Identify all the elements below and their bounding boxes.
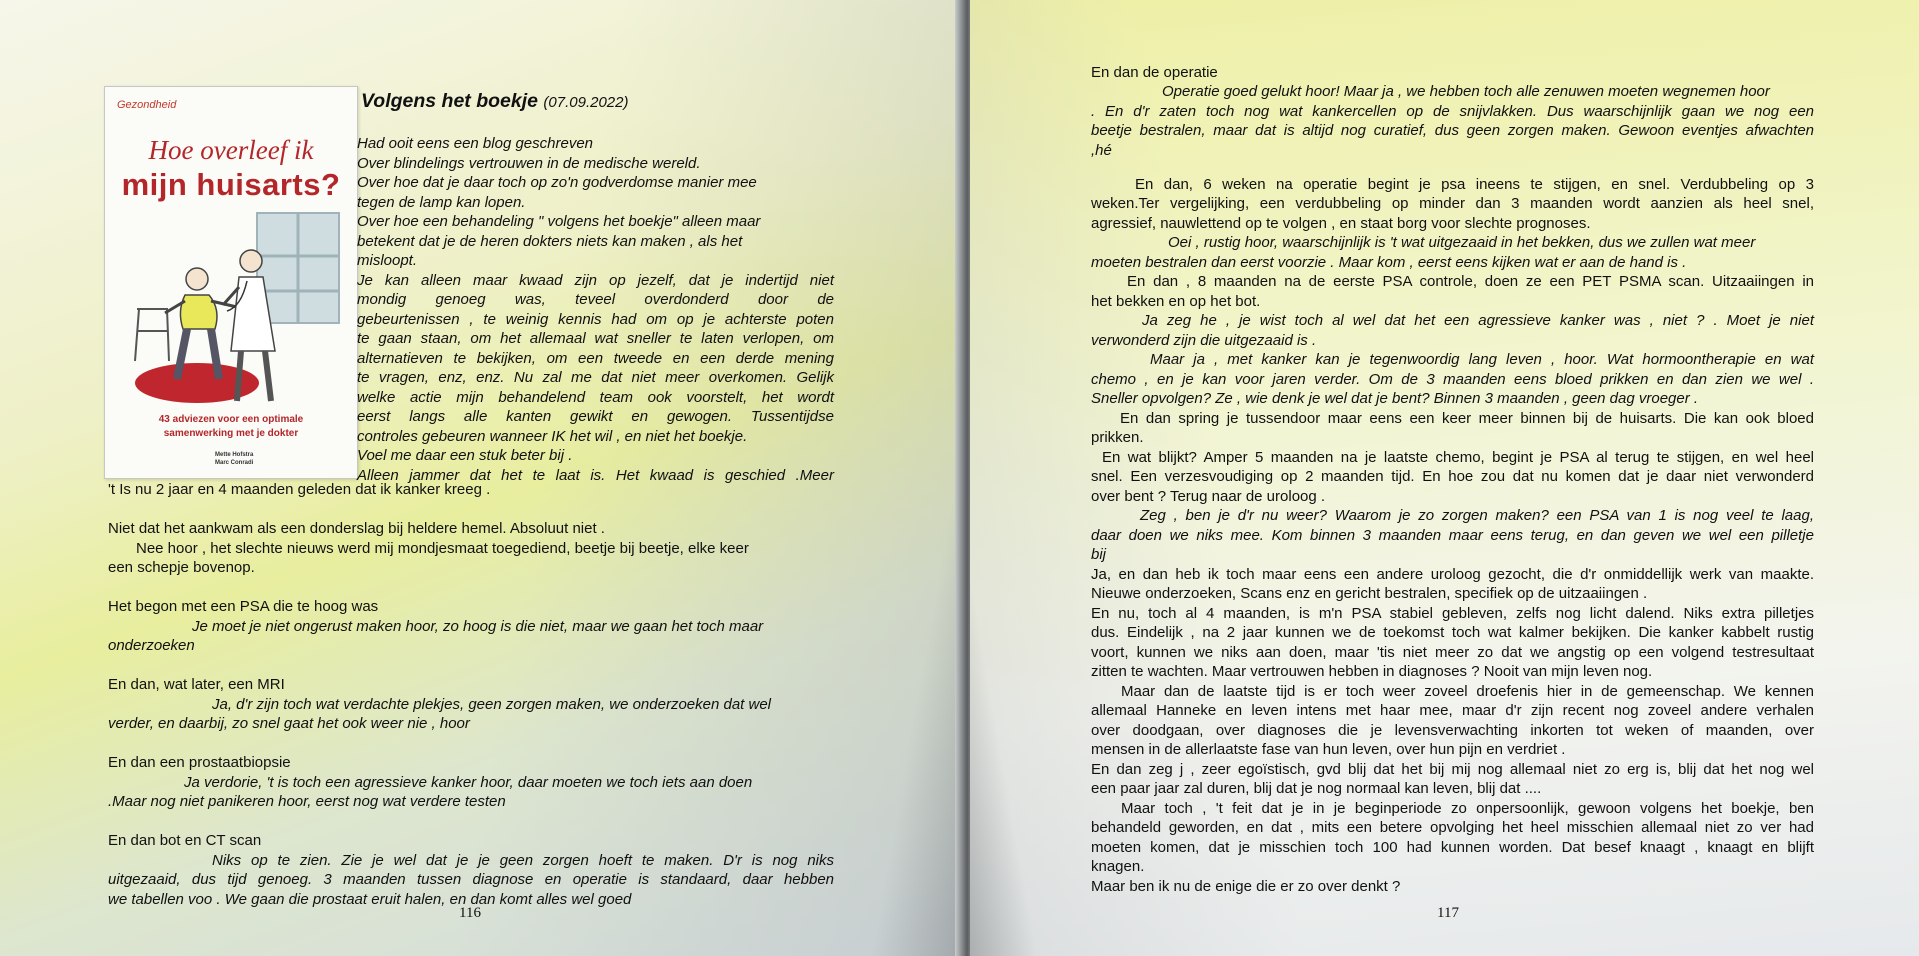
- cover-subtitle-line2: samenwerking met je dokter: [163, 428, 299, 439]
- text-line: zitten te wachten. Maar vertrouwen hebben in diagnoses ? Nooit van mijn leven nog.: [1091, 663, 1653, 680]
- text-line: Niks op te zien. Zie je wel dat je je geen zorgen hoeft te maken. D'r is nog niks: [212, 852, 834, 869]
- text-line: Ja zeg he , je wist toch al wel dat het een agressieve kanker was , niet ? . Moet je niet: [1142, 312, 1814, 329]
- cover-title-line2: mijn huisarts?: [121, 167, 341, 202]
- text-line: En wat blijkt? Amper 5 maanden na je laatste chemo, begint je PSA al terug te stijgen, en wel heel: [1102, 449, 1814, 466]
- text-line: Zeg , ben je d'r nu weer? Waarom je zo zorgen maken? een PSA van 1 is nog veel te laag,: [1140, 507, 1814, 524]
- page-number: 117: [1437, 905, 1459, 921]
- text-line: daar doen we niks mee. Kom binnen 3 maanden maar eens terug, en dan geven we wel een pilletje: [1091, 527, 1814, 544]
- text-line: Nieuwe onderzoeken, Scans enz en gericht bestralen, specifiek op de uitzaaiingen .: [1091, 585, 1648, 602]
- text-line: En dan zeg j , zeer egoïstisch, gvd blij dat het bij mij nog allemaal niet zo erg is, blij dat het nog wel: [1091, 761, 1814, 778]
- text-line: Sneller opvolgen? Ze , wie denk je wel dat je bent? Binnen 3 maanden , geen dag vroeger .: [1091, 390, 1699, 407]
- text-line: snel. Een verzesvoudiging op 2 maanden tijd. En hoe zou dat nu komen dat je daar niet verwonderd: [1091, 468, 1814, 485]
- text-line: Ja, en dan heb ik toch maar eens een andere uroloog gezocht, die d'r onmiddellijk werk van maakte.: [1091, 566, 1814, 583]
- cover-author: Mette Hofstra: [215, 452, 254, 458]
- blog-date: (07.09.2022): [543, 94, 629, 111]
- text-line: En nu, toch al 4 maanden, is m'n PSA stabiel gebleven, zelfs nog licht dalend. Niks extra pilletjes: [1091, 605, 1814, 622]
- text-line: te vragen, enz, enz. Nu zal me dat niet meer overkomen. Gelijk: [357, 369, 834, 386]
- text-line: Ja, d'r zijn toch wat verdachte plekjes, geen zorgen maken, we onderzoeken dat wel: [212, 696, 772, 713]
- text-line: Maar ben ik nu de enige die er zo over denkt ?: [1091, 878, 1401, 895]
- section-heading: En dan bot en CT scan: [108, 832, 262, 849]
- text-line: .Maar nog niet panikeren hoor, eerst nog wat verdere testen: [108, 793, 506, 810]
- text-line: moeten komen, dat je misschien toch 100 had kunnen worden. Dat besef knaagt , knaagt en blijft: [1091, 839, 1814, 856]
- text-line: over doodgaan, over diagnoses die je levensverwachting inkorten tot weken of maanden, over: [1091, 722, 1814, 739]
- text-line: gebeurtenissen , te weinig kennis had om op je achterste poten: [357, 311, 834, 328]
- section-heading: En dan de operatie: [1091, 64, 1218, 81]
- text-line: En dan, 6 weken na operatie begint je psa ineens te stijgen, en snel. Verdubbeling op 3: [1135, 176, 1814, 193]
- page-number: 116: [459, 905, 481, 921]
- right-page: [970, 0, 1919, 956]
- text-line: alternatieven te bekijken, om een tweede en een derde mening: [357, 350, 834, 367]
- text-line: Maar ja , met kanker kan je tegenwoordig lang leven , hoor. Wat hormoontherapie en wat: [1150, 351, 1814, 368]
- text-line: uitgezaaid, dus tijd genoeg. 3 maanden tussen diagnose en operatie is standaard, daar hebben: [108, 871, 834, 888]
- text-line: het bekken en op het bot.: [1091, 293, 1261, 310]
- cover-subtitle-line1: 43 adviezen voor een optimale: [158, 414, 304, 425]
- cover-title-line1: Hoe overleef ik: [148, 135, 314, 165]
- text-line: controles gebeuren wanneer IK het wil , en niet het boekje.: [357, 428, 748, 445]
- text-line: weken.Ter vergelijking, een verdubbeling op minder dan 3 maanden wordt aanzien als heel snel,: [1091, 195, 1814, 212]
- text-line: Je kan alleen maar kwaad zijn op jezelf, dat je indertijd niet: [357, 272, 834, 289]
- text-line: 't Is nu 2 jaar en 4 maanden geleden dat ik kanker kreeg .: [108, 481, 491, 498]
- text-line: te gaan staan, om het allemaal wat sneller te laten verlopen, om: [357, 330, 834, 347]
- text-line: Je moet je niet ongerust maken hoor, zo hoog is die niet, maar we gaan het toch maar: [192, 618, 764, 635]
- text-line: voort, kunnen we niks aan doen, maar 'tis niet meer zo dat we angstig op een volgend testresultaat: [1091, 644, 1814, 661]
- text-line: Over hoe een behandeling " volgens het boekje" alleen maar: [357, 213, 761, 230]
- text-line: een paar jaar zal duren, blij dat je nog normaal kan leven, blij dat ....: [1091, 780, 1542, 797]
- text-line: Had ooit eens een blog geschreven: [357, 135, 594, 152]
- text-line: Alleen jammer dat het te laat is. Het kwaad is geschied .Meer: [357, 467, 834, 484]
- cover-brand: Gezondheid: [117, 99, 177, 111]
- text-line: verwonderd zijn die uitgezaaid is .: [1091, 332, 1317, 349]
- text-line: Oei , rustig hoor, waarschijnlijk is 't wat uitgezaaid in het bekken, dus we zullen wat meer: [1168, 234, 1756, 251]
- cover-author: Marc Conradi: [215, 460, 254, 466]
- cover-illustration: [119, 211, 343, 411]
- text-line: allemaal Hanneke en leven intens met haar mee, maar d'r zijn recent nog zoveel andere verhalen: [1091, 702, 1814, 719]
- text-line: over bent ? Terug naar de uroloog .: [1091, 488, 1326, 505]
- text-line: Maar dan de laatste tijd is er toch weer zoveel droefenis hier in de gemeenschap. We kennen: [1121, 683, 1814, 700]
- text-line: Operatie goed gelukt hoor! Maar ja , we hebben toch alle zenuwen moeten wegnemen hoor: [1162, 83, 1770, 100]
- section-heading: En dan een prostaatbiopsie: [108, 754, 291, 771]
- text-line: moeten bestralen dan eerst voorzie . Maar kom , eerst eens kijken wat er aan de hand is .: [1091, 254, 1687, 271]
- text-line: welke actie mijn behandelend team ook voorstelt, het wordt: [357, 389, 834, 406]
- text-line: agressief, nauwlettend op te volgen , en staat borg voor slechte prognoses.: [1091, 215, 1591, 232]
- text-line: . En d'r zaten toch nog wat kankercellen op de snijvlakken. Dus waarschijnlijk gaan we nog een: [1091, 103, 1814, 120]
- text-line: Voel me daar een stuk beter bij .: [357, 447, 573, 464]
- text-line: misloopt.: [357, 252, 418, 269]
- text-line: Over hoe dat je daar toch op zo'n godverdomse manier mee: [357, 174, 757, 191]
- section-heading: Het begon met een PSA die te hoog was: [108, 598, 379, 615]
- blog-title: [361, 90, 629, 113]
- blog-title-text: Volgens het boekje: [361, 90, 538, 112]
- text-line: Niet dat het aankwam als een donderslag bij heldere hemel. Absoluut niet .: [108, 520, 605, 537]
- text-line: Nee hoor , het slechte nieuws werd mij mondjesmaat toegediend, beetje bij beetje, elke keer: [136, 540, 749, 557]
- text-line: mondig genoeg was, teveel overdonderd door de: [357, 291, 834, 308]
- text-line: betekent dat je de heren dokters niets kan maken , als het: [357, 233, 743, 250]
- text-line: mensen in de allerlaatste fase van hun leven, over hun pijn en verdriet .: [1091, 741, 1566, 758]
- text-line: eerst langs alle kanten gewikt en gewogen. Tussentijdse: [357, 408, 834, 425]
- text-line: we tabellen voo . We gaan die prostaat eruit halen, en dan komt alles wel goed: [108, 891, 632, 908]
- text-line: Ja verdorie, 't is toch een agressieve kanker hoor, daar moeten we toch iets aan doen: [184, 774, 753, 791]
- text-line: prikken.: [1091, 429, 1144, 446]
- text-line: chemo , en je kan voor jaren verder. Om de 3 maanden eens bloed prikken en dan zien we wel .: [1091, 371, 1814, 388]
- text-line: tegen de lamp kan lopen.: [357, 194, 526, 211]
- text-line: En dan spring je tussendoor maar eens een keer meer binnen bij de huisarts. Die kan ook bloed: [1120, 410, 1814, 427]
- text-line: Maar toch , 't feit dat je in je beginperiode zo onpersoonlijk, gewoon volgens het boekje, ben: [1121, 800, 1814, 817]
- text-line: ,hé: [1091, 142, 1112, 159]
- text-line: verder, en daarbij, zo snel gaat het ook weer nie , hoor: [108, 715, 470, 732]
- text-line: Over blindelings vertrouwen in de medische wereld.: [357, 155, 701, 172]
- text-line: beetje bestralen, maar dat is altijd nog curatief, dus geen zorgen maken. Gewoon eventjes afwachten: [1091, 122, 1814, 139]
- text-line: behandeld geworden, en dat , mits een betere opvolging het heel misschien allemaal niet zo ver had: [1091, 819, 1814, 836]
- text-line: dus. Eindelijk , na 2 jaar kunnen we de toekomst toch wat kalmer bekijken. Die kanker kabbelt rustig: [1091, 624, 1814, 641]
- section-heading: En dan, wat later, een MRI: [108, 676, 285, 693]
- text-line: En dan , 8 maanden na de eerste PSA controle, doen ze een PET PSMA scan. Uitzaaiingen in: [1127, 273, 1814, 290]
- text-line: knagen.: [1091, 858, 1145, 875]
- book-cover-image: [104, 86, 358, 479]
- text-line: onderzoeken: [108, 637, 195, 654]
- text-line: een schepje bovenop.: [108, 559, 255, 576]
- text-line: bij: [1091, 546, 1107, 563]
